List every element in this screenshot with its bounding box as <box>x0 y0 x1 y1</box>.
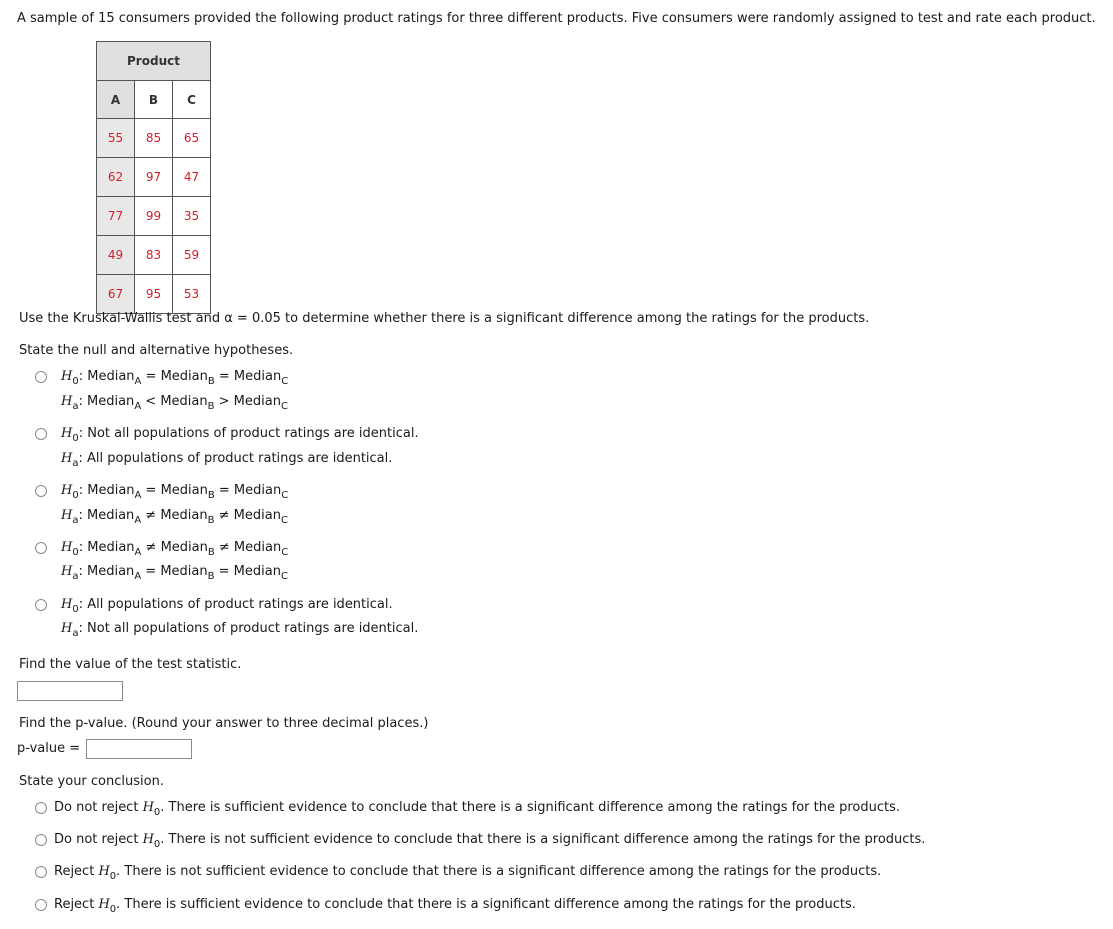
ha-line-4: $H_a$: Median$_A$ = Median$_B$ = Median$_C$ <box>61 564 288 582</box>
table-row <box>97 236 211 275</box>
column-header-a: A <box>97 81 135 119</box>
cell: 55 <box>97 119 135 158</box>
ha-line-5: $H_a$: Not all populations of product ratings are identical. <box>61 621 419 639</box>
cell: 95 <box>135 275 173 314</box>
conclusion-option-2-radio[interactable] <box>35 834 47 846</box>
cell: 53 <box>173 275 211 314</box>
conclusion-option-2-label: Do not reject $H_0$. There is not sufficient evidence to conclude that there is a significant difference among the ratings for the products. <box>54 832 926 850</box>
h0-line-3: $H_0$: Median$_A$ = Median$_B$ = Median$_C$ <box>61 483 289 501</box>
instruction-text: Use the Kruskal-Wallis test and α = 0.05 to determine whether there is a significant difference among the ratings for the products. <box>19 311 870 326</box>
test-statistic-input[interactable] <box>17 681 123 701</box>
column-header-b: B <box>135 81 173 119</box>
product-ratings-table <box>96 41 211 314</box>
table-row <box>97 197 211 236</box>
conclusion-option-1-label: Do not reject $H_0$. There is sufficient evidence to conclude that there is a significant difference among the ratings for the products. <box>54 800 901 818</box>
conclusion-option-1-radio[interactable] <box>35 802 47 814</box>
cell: 67 <box>97 275 135 314</box>
pvalue-input[interactable] <box>86 739 192 759</box>
hypothesis-option-5-radio[interactable] <box>35 599 47 611</box>
statistic-prompt: Find the value of the test statistic. <box>19 657 242 672</box>
cell: 77 <box>97 197 135 236</box>
cell: 85 <box>135 119 173 158</box>
cell: 47 <box>173 158 211 197</box>
table-title: Product <box>97 42 211 81</box>
hypotheses-prompt: State the null and alternative hypotheses. <box>19 343 294 358</box>
conclusion-option-3-label: Reject $H_0$. There is not sufficient evidence to conclude that there is a significant difference among the ratings for the products. <box>54 864 882 882</box>
table-row <box>97 275 211 314</box>
hypothesis-option-4-radio[interactable] <box>35 542 47 554</box>
cell: 62 <box>97 158 135 197</box>
column-header-c: C <box>173 81 211 119</box>
table-row <box>97 158 211 197</box>
h0-line-5: $H_0$: All populations of product ratings are identical. <box>61 597 393 615</box>
cell: 35 <box>173 197 211 236</box>
h0-line-2: $H_0$: Not all populations of product ratings are identical. <box>61 426 419 444</box>
cell: 83 <box>135 236 173 275</box>
conclusion-option-4-radio[interactable] <box>35 899 47 911</box>
table-row <box>97 119 211 158</box>
cell: 97 <box>135 158 173 197</box>
hypothesis-option-1-radio[interactable] <box>35 371 47 383</box>
h0-line-1: $H_0$: Median$_A$ = Median$_B$ = Median$_C$ <box>61 369 289 387</box>
cell: 49 <box>97 236 135 275</box>
hypothesis-option-3-radio[interactable] <box>35 485 47 497</box>
conclusion-option-4-label: Reject $H_0$. There is sufficient evidence to conclude that there is a significant difference among the ratings for the products. <box>54 897 856 915</box>
ha-line-1: $H_a$: Median$_A$ < Median$_B$ > Median$_C$ <box>61 394 288 412</box>
cell: 99 <box>135 197 173 236</box>
h0-line-4: $H_0$: Median$_A$ ≠ Median$_B$ ≠ Median$_C$ <box>61 540 289 558</box>
pvalue-label: p-value = <box>17 741 81 756</box>
cell: 59 <box>173 236 211 275</box>
ha-line-2: $H_a$: All populations of product ratings are identical. <box>61 451 393 469</box>
hypothesis-option-2-radio[interactable] <box>35 428 47 440</box>
cell: 65 <box>173 119 211 158</box>
pvalue-prompt: Find the p-value. (Round your answer to three decimal places.) <box>19 716 429 731</box>
conclusion-option-3-radio[interactable] <box>35 866 47 878</box>
ha-line-3: $H_a$: Median$_A$ ≠ Median$_B$ ≠ Median$_C$ <box>61 508 288 526</box>
intro-text: A sample of 15 consumers provided the following product ratings for three different products. Five consumers were randomly assigned to test and rate each product. <box>17 11 1096 26</box>
conclusion-prompt: State your conclusion. <box>19 774 164 789</box>
